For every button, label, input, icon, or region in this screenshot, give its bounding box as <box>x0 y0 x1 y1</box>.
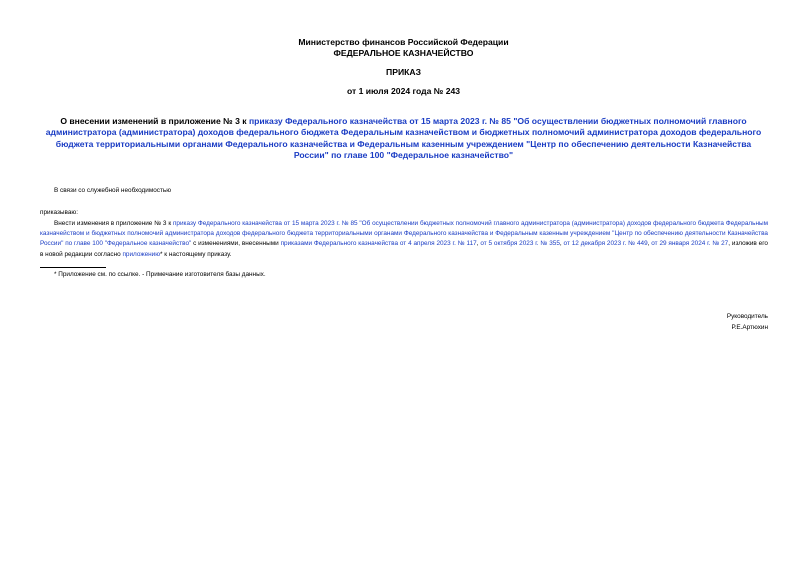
body-text-2: с изменениями, внесенными <box>191 240 281 248</box>
body-text-7: * к настоящему приказу. <box>160 250 232 258</box>
title-link[interactable]: приказу Федерального казначейства от 15 марта 2023 г. № 85 "Об осуществлении бюджетных полномочий главного администратора (администратора) доходов федерального бюджета Федеральным казначейством и бюджетных полномочий администратора доходов федерального бюджета территориальными органами Федерального казначейства и Федеральным казенным учреждением "Центр по обеспечению деятельности Казначейства России" по главе 100 "Федеральное казначейство" <box>45 116 762 161</box>
ministry-name: Министерство финансов Российской Федерации <box>298 37 509 47</box>
signature-name: Р.Е.Артюхин <box>731 324 768 331</box>
body-text-6: , изложив его в новой редакции согласно <box>40 240 768 258</box>
signature-position: Руководитель <box>726 313 768 320</box>
body-link-order-85[interactable]: приказу Федерального казначейства от 15 марта 2023 г. № 85 "Об осуществлении бюджетных полномочий главного администратора (администратора) доходов федерального бюджета Федеральным казначейством и бюджетных полномочий администратора доходов федерального бюджета территориальными органами Федерального казначейства и Федеральным казенным учреждением "Центр по обеспечению деятельности Казначейства России" по главе 100 "Федеральное казначейство" <box>40 220 768 248</box>
body-link-order-449[interactable]: от 12 декабря 2023 г. № 449 <box>563 240 648 248</box>
body-link-order-355[interactable]: от 5 октября 2023 г. № 355 <box>480 240 560 248</box>
document-title <box>40 116 767 162</box>
body-link-appendix[interactable]: приложению <box>122 250 161 258</box>
order-body: Внести изменения в приложение № 3 к приказу Федерального казначейства от 15 марта 2023 г. № 85 "Об осуществлении бюджетных полномочий главного администратора (администратора) доходов федерального бюджета Федеральным казначейством и бюджетных полномочий администратора доходов федерального бюджета территориальными органами Федерального казначейства и Федеральным казенным учреждением "Центр по обеспечению деятельности Казначейства России" по главе 100 "Федеральное казначейство" с изменениями, внесенными приказами Федерального казначейства от 4 апреля 2023 г. № 117, от 5 октября 2023 г. № 355, от 12 декабря 2023 г. № 449, от 29 января 2024 г. № 27, изложив его в новой редакции согласно приложению* к настоящему приказу. <box>40 220 768 258</box>
body-link-order-27[interactable]: от 29 января 2024 г. № 27 <box>651 240 729 248</box>
body-link-order-117[interactable]: приказами Федерального казначейства от 4 апреля 2023 г. № 117 <box>280 240 477 248</box>
body-text-1: Внести изменения в приложение № 3 к <box>54 220 173 227</box>
title-prefix: О внесении изменений в приложение № 3 к <box>60 116 249 126</box>
footnote-divider <box>40 267 106 268</box>
footnote: * Приложение см. по ссылке. - Примечание изготовителя базы данных. <box>54 271 266 278</box>
agency-name: ФЕДЕРАЛЬНОЕ КАЗНАЧЕЙСТВО <box>333 48 474 58</box>
preamble: В связи со служебной необходимостью <box>54 187 172 194</box>
document-date-number: от 1 июля 2024 года № 243 <box>346 86 461 96</box>
order-word: приказываю: <box>40 209 78 216</box>
document-type: ПРИКАЗ <box>386 67 421 77</box>
